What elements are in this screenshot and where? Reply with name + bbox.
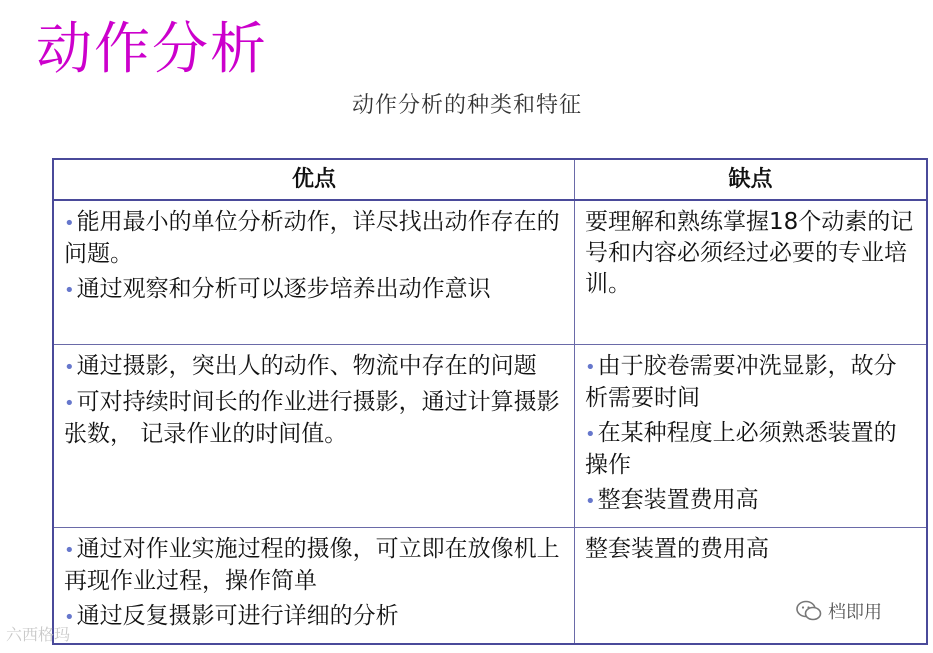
list-item: •能用最小的单位分析动作，详尽找出动作存在的问题。 <box>64 209 560 267</box>
comparison-table <box>52 158 928 645</box>
bullet-icon: • <box>64 213 75 234</box>
cons-cell <box>575 527 928 644</box>
page-title: 动作分析 <box>36 17 268 82</box>
list-item: 整套装置的费用高 <box>585 535 769 562</box>
bullet-icon: • <box>64 392 75 414</box>
list-item: •通过对作业实施过程的摄像，可立即在放像机上再现作业过程，操作简单 <box>64 535 560 594</box>
list-item: •通过观察和分析可以逐步培养出动作意识 <box>64 276 491 302</box>
bullet-icon: • <box>585 356 596 378</box>
wechat-icon <box>796 600 822 622</box>
list-item: •可对持续时间长的作业进行摄影，通过计算摄影张数， 记录作业的时间值。 <box>64 388 560 447</box>
pros-cell <box>53 344 575 527</box>
cons-cell <box>575 344 928 527</box>
bullet-icon: • <box>64 356 75 378</box>
list-item: 要理解和熟练掌握18个动素的记号和内容必须经过必要的专业培训。 <box>585 209 914 297</box>
list-item: •在某种程度上必须熟悉装置的操作 <box>585 419 897 478</box>
cons-cell <box>575 200 928 344</box>
list-item: •整套装置费用高 <box>585 486 759 513</box>
list-item: •通过反复摄影可进行详细的分析 <box>64 602 399 629</box>
bullet-icon: • <box>64 539 75 561</box>
watermark-left-text: 六西格玛 <box>6 625 71 644</box>
bullet-icon: • <box>585 423 596 445</box>
page-subtitle: 动作分析的种类和特征 <box>352 93 583 118</box>
watermark-right-text: 档即用 <box>828 602 882 623</box>
bullet-icon: • <box>64 280 75 301</box>
table-row <box>53 344 927 527</box>
bullet-icon: • <box>64 606 75 628</box>
table-header-row <box>53 159 927 200</box>
table-row <box>53 200 927 344</box>
pros-cell <box>53 200 575 344</box>
list-item: •通过摄影，突出人的动作、物流中存在的问题 <box>64 352 537 379</box>
table-row <box>53 527 927 644</box>
bullet-icon: • <box>585 490 596 512</box>
watermark-right <box>796 598 882 624</box>
pros-cell <box>53 527 575 644</box>
header-pros: 优点 <box>53 159 575 200</box>
list-item: •由于胶卷需要冲洗显影，故分析需要时间 <box>585 352 897 411</box>
header-cons: 缺点 <box>575 159 928 200</box>
watermark-left <box>6 622 70 645</box>
